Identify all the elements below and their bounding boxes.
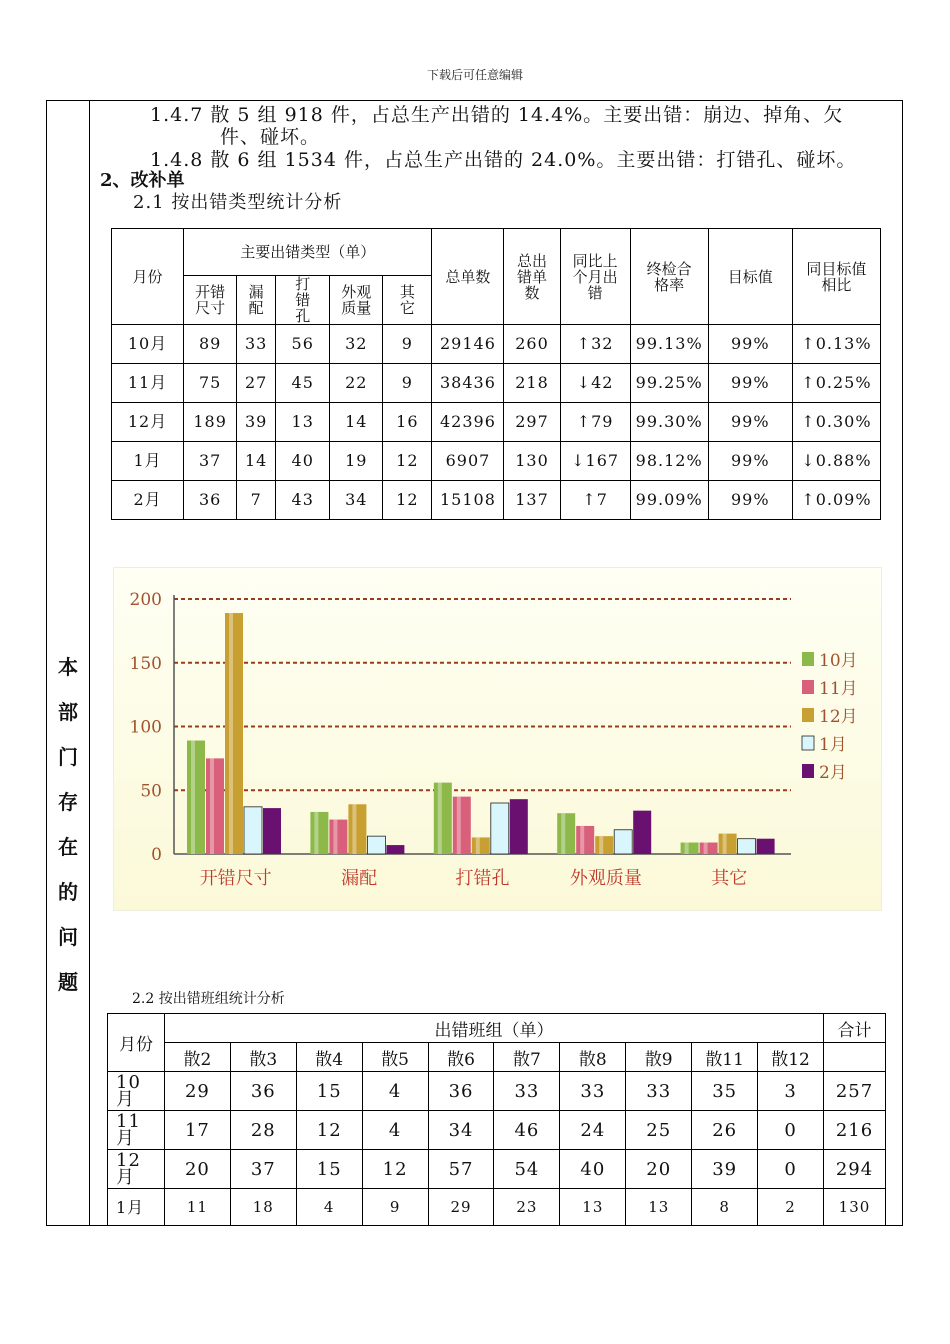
t1-header-type: 漏配 — [237, 276, 276, 325]
t1-cell: ↑7 — [560, 481, 630, 520]
t2-cell: 33 — [560, 1072, 626, 1111]
t2-cell: 17 — [164, 1111, 230, 1150]
t2-cell-sum: 257 — [823, 1072, 885, 1111]
chart-bar — [510, 799, 528, 854]
t1-cell: 40 — [276, 442, 330, 481]
y-tick-label: 50 — [140, 781, 162, 802]
chart-bar — [348, 804, 366, 854]
t1-cell: 130 — [504, 442, 560, 481]
left-title-char: 门 — [58, 745, 78, 769]
t2-header-group: 散4 — [296, 1043, 362, 1072]
t1-cell: 34 — [330, 481, 383, 520]
t1-cell: 99% — [708, 481, 792, 520]
t1-cell: ↑0.09% — [792, 481, 880, 520]
t1-cell: 9 — [383, 364, 432, 403]
t1-cell: ↑79 — [560, 403, 630, 442]
chart-bar — [225, 613, 243, 854]
x-category-label: 漏配 — [341, 868, 378, 889]
y-tick-label: 150 — [129, 653, 162, 674]
t1-cell: 99% — [708, 364, 792, 403]
section-2-heading: 2、改补单 — [100, 170, 185, 191]
left-title-char: 本 — [58, 655, 78, 679]
subsection-2-2-heading: 2.2 按出错班组统计分析 — [132, 991, 285, 1007]
t1-cell-month: 10月 — [112, 325, 184, 364]
t1-header-type: 开错尺寸 — [184, 276, 237, 325]
chart-bar-highlight — [561, 813, 565, 854]
t1-cell: ↑0.13% — [792, 325, 880, 364]
y-tick-label: 200 — [129, 590, 162, 610]
chart-bar-highlight — [476, 837, 480, 854]
t2-cell: 15 — [296, 1150, 362, 1189]
t1-cell: 218 — [504, 364, 560, 403]
t2-cell: 3 — [758, 1072, 824, 1111]
t1-header-main-types: 主要出错类型（单） — [184, 229, 432, 276]
t2-cell: 23 — [494, 1189, 560, 1226]
t1-cell: 99% — [708, 442, 792, 481]
t1-cell: 43 — [276, 481, 330, 520]
t1-cell: 14 — [237, 442, 276, 481]
t1-cell: 99.30% — [630, 403, 708, 442]
t1-cell: 29146 — [432, 325, 504, 364]
t2-cell: 34 — [428, 1111, 494, 1150]
legend-swatch — [802, 736, 814, 750]
t2-header-month: 月份 — [108, 1014, 165, 1072]
left-title-char: 存 — [58, 790, 78, 814]
y-tick-label: 0 — [151, 845, 162, 865]
chart-bar-highlight — [191, 741, 195, 854]
t2-cell-sum: 216 — [823, 1111, 885, 1150]
item-1-4-7-cont: 件、碰坏。 — [220, 126, 321, 148]
t1-cell: 14 — [330, 403, 383, 442]
t1-header-target: 目标值 — [708, 229, 792, 325]
left-vertical-title — [46, 645, 90, 1005]
t2-cell-sum: 130 — [823, 1189, 885, 1226]
chart-bar — [310, 812, 328, 854]
y-tick-label: 100 — [129, 717, 162, 738]
legend-swatch — [802, 764, 814, 778]
t1-cell: 27 — [237, 364, 276, 403]
t2-cell-month: 1月 — [108, 1189, 165, 1226]
chart-bar — [472, 837, 490, 854]
header-note: 下载后可任意编辑 — [426, 68, 523, 82]
item-1-4-7: 1.4.7 散 5 组 918 件，占总生产出错的 14.4%。主要出错：崩边、掉角、欠 — [150, 104, 844, 126]
t2-cell: 29 — [428, 1189, 494, 1226]
t1-cell: 75 — [184, 364, 237, 403]
item-1-4-8: 1.4.8 散 6 组 1534 件，占总生产出错的 24.0%。主要出错：打错孔、碰坏。 — [150, 149, 857, 171]
t1-cell: ↓0.88% — [792, 442, 880, 481]
legend-label: 1月 — [819, 735, 847, 755]
chart-bar-highlight — [314, 812, 318, 854]
t1-row — [112, 442, 881, 481]
error-type-table — [111, 228, 881, 520]
t1-cell: 42396 — [432, 403, 504, 442]
t1-cell: 39 — [237, 403, 276, 442]
left-title-char: 题 — [58, 970, 78, 994]
chart-bar — [491, 803, 509, 854]
t2-header-group: 散3 — [230, 1043, 296, 1072]
t1-cell: ↑32 — [560, 325, 630, 364]
t1-header-total-errors: 总出错单数 — [504, 229, 560, 325]
chart-bar — [633, 811, 651, 854]
t2-cell: 8 — [692, 1189, 758, 1226]
t2-cell: 46 — [494, 1111, 560, 1150]
t2-cell: 12 — [296, 1111, 362, 1150]
t2-cell-sum: 294 — [823, 1150, 885, 1189]
legend-swatch — [802, 652, 814, 666]
chart-bar-highlight — [685, 843, 689, 854]
chart-bar — [557, 813, 575, 854]
t2-cell: 57 — [428, 1150, 494, 1189]
chart-bar — [386, 845, 404, 854]
t2-cell: 20 — [626, 1150, 692, 1189]
t2-cell: 4 — [362, 1072, 428, 1111]
t1-header-total-orders: 总单数 — [432, 229, 504, 325]
t1-row — [112, 325, 881, 364]
left-title-char: 问 — [58, 925, 78, 949]
t1-cell: 99% — [708, 403, 792, 442]
t1-cell: 12 — [383, 442, 432, 481]
t2-cell: 9 — [362, 1189, 428, 1226]
t2-row — [108, 1111, 886, 1150]
t2-cell: 4 — [362, 1111, 428, 1150]
t2-cell: 40 — [560, 1150, 626, 1189]
t1-cell: 33 — [237, 325, 276, 364]
t1-row — [112, 481, 881, 520]
x-category-label: 打错孔 — [455, 868, 510, 889]
t1-cell: 99.09% — [630, 481, 708, 520]
t1-cell: 137 — [504, 481, 560, 520]
chart-bar-highlight — [352, 804, 356, 854]
chart-bar — [329, 820, 347, 854]
t2-header-group: 散8 — [560, 1043, 626, 1072]
t1-cell: 36 — [184, 481, 237, 520]
t2-cell: 13 — [560, 1189, 626, 1226]
t1-cell: 19 — [330, 442, 383, 481]
chart-bar — [576, 826, 594, 854]
t2-cell: 2 — [758, 1189, 824, 1226]
chart-bar — [595, 836, 613, 854]
chart-bar-highlight — [457, 797, 461, 854]
legend-swatch — [802, 680, 814, 694]
t2-header-group: 散12 — [758, 1043, 824, 1072]
t2-header-empty — [823, 1043, 885, 1072]
t1-cell: 13 — [276, 403, 330, 442]
t2-month-b: 月 — [116, 1128, 135, 1149]
t2-header-group: 散6 — [428, 1043, 494, 1072]
t1-cell: 7 — [237, 481, 276, 520]
t1-cell-month: 1月 — [112, 442, 184, 481]
legend-label: 12月 — [819, 707, 858, 727]
t2-month-a: 11 — [116, 1111, 141, 1132]
t2-cell: 4 — [296, 1189, 362, 1226]
t2-header-group: 散9 — [626, 1043, 692, 1072]
t1-cell: 99.25% — [630, 364, 708, 403]
chart-bar — [206, 758, 224, 854]
chart-bar-highlight — [229, 613, 233, 854]
t1-cell: 32 — [330, 325, 383, 364]
t2-cell-month — [108, 1072, 165, 1111]
x-category-label: 外观质量 — [569, 868, 642, 889]
t2-month-b: 月 — [116, 1167, 135, 1188]
chart-svg — [114, 568, 881, 910]
t1-cell: 98.12% — [630, 442, 708, 481]
t2-cell: 18 — [230, 1189, 296, 1226]
t2-row — [108, 1189, 886, 1226]
t1-header-type: 打错孔 — [276, 276, 330, 325]
t1-cell: 99.13% — [630, 325, 708, 364]
t2-header-sum: 合计 — [823, 1014, 885, 1043]
t2-cell: 25 — [626, 1111, 692, 1150]
x-category-label: 开错尺寸 — [199, 868, 272, 889]
t2-cell: 39 — [692, 1150, 758, 1189]
chart-bar-highlight — [723, 834, 727, 854]
t2-row — [108, 1150, 886, 1189]
t1-header-type: 外观质量 — [330, 276, 383, 325]
chart-bar-highlight — [438, 783, 442, 854]
t2-cell: 36 — [428, 1072, 494, 1111]
chart-bar — [738, 839, 756, 854]
t1-cell: 189 — [184, 403, 237, 442]
chart-bar-highlight — [210, 758, 214, 854]
t2-cell: 37 — [230, 1150, 296, 1189]
chart-bar — [681, 843, 699, 854]
chart-bar — [614, 830, 632, 854]
t2-cell: 33 — [626, 1072, 692, 1111]
t2-header-group: 散11 — [692, 1043, 758, 1072]
t1-row — [112, 403, 881, 442]
t2-month-a: 10 — [116, 1072, 141, 1093]
chart-bar-highlight — [580, 826, 584, 854]
t1-cell: 297 — [504, 403, 560, 442]
error-group-table — [107, 1013, 886, 1226]
t2-cell: 20 — [164, 1150, 230, 1189]
t1-cell: ↓167 — [560, 442, 630, 481]
t1-cell: 15108 — [432, 481, 504, 520]
chart-bar — [700, 843, 718, 854]
chart-bar — [453, 797, 471, 854]
t1-cell-month: 12月 — [112, 403, 184, 442]
t2-cell: 24 — [560, 1111, 626, 1150]
legend-label: 10月 — [819, 651, 858, 671]
chart-bar — [719, 834, 737, 854]
t2-header-group: 散7 — [494, 1043, 560, 1072]
chart-bar — [263, 808, 281, 854]
t1-cell: 12 — [383, 481, 432, 520]
t2-cell: 0 — [758, 1150, 824, 1189]
t2-cell: 11 — [164, 1189, 230, 1226]
t2-cell: 36 — [230, 1072, 296, 1111]
subsection-2-1-heading: 2.1 按出错类型统计分析 — [133, 192, 343, 213]
chart-bar — [367, 836, 385, 854]
t2-cell: 28 — [230, 1111, 296, 1150]
t1-cell: ↓42 — [560, 364, 630, 403]
t1-cell: ↑0.30% — [792, 403, 880, 442]
t2-header-group: 散5 — [362, 1043, 428, 1072]
t2-cell: 15 — [296, 1072, 362, 1111]
t2-month-b: 月 — [116, 1089, 135, 1110]
t1-header-vs-target: 同目标值相比 — [792, 229, 880, 325]
legend-label: 2月 — [819, 763, 847, 783]
t1-header-pass-rate: 终检合格率 — [630, 229, 708, 325]
x-category-label: 其它 — [711, 868, 748, 889]
chart-bar — [244, 807, 262, 854]
chart-bar-highlight — [599, 836, 603, 854]
t2-cell: 0 — [758, 1111, 824, 1150]
t1-cell-month: 11月 — [112, 364, 184, 403]
t2-cell: 35 — [692, 1072, 758, 1111]
t1-cell: 9 — [383, 325, 432, 364]
t2-row — [108, 1072, 886, 1111]
t1-header-month: 月份 — [112, 229, 184, 325]
error-type-chart — [113, 567, 882, 911]
t1-cell-month: 2月 — [112, 481, 184, 520]
t1-cell: 89 — [184, 325, 237, 364]
t1-cell: ↑0.25% — [792, 364, 880, 403]
t2-cell-month — [108, 1150, 165, 1189]
chart-bar — [757, 839, 775, 854]
chart-bar — [187, 741, 205, 854]
left-title-char: 的 — [58, 880, 78, 904]
t1-header-type: 其它 — [383, 276, 432, 325]
chart-bar-highlight — [704, 843, 708, 854]
t2-month-a: 12 — [116, 1150, 141, 1171]
t1-cell: 38436 — [432, 364, 504, 403]
t1-cell: 260 — [504, 325, 560, 364]
t1-cell: 22 — [330, 364, 383, 403]
chart-bar — [434, 783, 452, 854]
legend-label: 11月 — [819, 679, 858, 699]
t1-cell: 16 — [383, 403, 432, 442]
t2-cell: 26 — [692, 1111, 758, 1150]
t2-cell: 12 — [362, 1150, 428, 1189]
t2-header-group: 散2 — [164, 1043, 230, 1072]
t1-cell: 37 — [184, 442, 237, 481]
chart-bar-highlight — [333, 820, 337, 854]
t2-cell: 33 — [494, 1072, 560, 1111]
t1-cell: 6907 — [432, 442, 504, 481]
t1-cell: 99% — [708, 325, 792, 364]
t1-header-mom: 同比上个月出错 — [560, 229, 630, 325]
t2-cell-month — [108, 1111, 165, 1150]
t2-cell: 54 — [494, 1150, 560, 1189]
t1-cell: 56 — [276, 325, 330, 364]
left-title-char: 在 — [58, 835, 78, 859]
t2-cell: 13 — [626, 1189, 692, 1226]
t2-header-groups: 出错班组（单） — [164, 1014, 823, 1043]
legend-swatch — [802, 708, 814, 722]
t1-cell: 45 — [276, 364, 330, 403]
t2-cell: 29 — [164, 1072, 230, 1111]
left-title-char: 部 — [58, 700, 78, 724]
t1-row — [112, 364, 881, 403]
